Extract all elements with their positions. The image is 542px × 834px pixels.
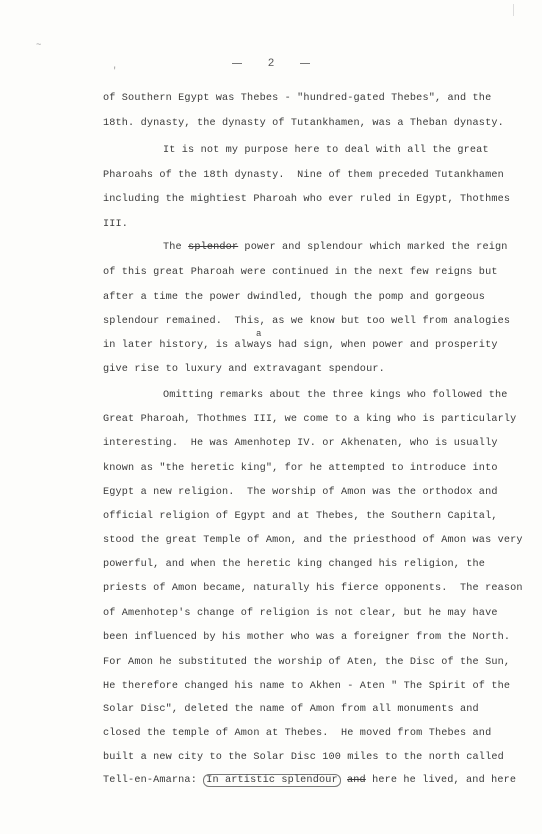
text-line: of this great Pharoah were continued in the next few reigns but (103, 267, 498, 278)
text-line: 18th. dynasty, the dynasty of Tutankhamen, was a Theban dynasty. (103, 118, 504, 129)
text-line: stood the great Temple of Amon, and the priesthood of Amon was very (103, 535, 523, 546)
header-dash-right (300, 63, 310, 64)
text-line: For Amon he substituted the worship of Aten, the Disc of the Sun, (103, 657, 511, 668)
text-line: built a new city to the Solar Disc 100 miles to the north called (103, 752, 504, 763)
text-line: Omitting remarks about the three kings who followed the (163, 390, 508, 401)
edge-mark (513, 4, 536, 16)
text-fragment: power and splendour which marked the reign (238, 242, 508, 253)
text-line: splendour remained. This, as we know but too well from analogies (103, 316, 511, 327)
text-line: closed the temple of Amon at Thebes. He moved from Thebes and (103, 728, 492, 739)
text-line: give rise to luxury and extravagant spendour. (103, 364, 385, 375)
text-line-with-annotation (103, 774, 516, 788)
handwritten-insertion: a (256, 329, 262, 339)
page-number: 2 (267, 58, 275, 70)
text-line: in later history, is always had sign, when power and prosperity (103, 340, 498, 351)
text-line: including the mightiest Pharoah who ever ruled in Egypt, Thothmes (103, 194, 511, 205)
header-dash-left (232, 63, 242, 64)
text-line: interesting. He was Amenhotep IV. or Akhenaten, who is usually (103, 438, 498, 449)
page-header (0, 58, 542, 70)
text-line: III. (103, 219, 129, 230)
text-line: of Southern Egypt was Thebes - "hundred-gated Thebes", and the (103, 93, 492, 104)
text-fragment: Tell-en-Amarna: (103, 775, 204, 786)
text-line: Pharoahs of the 18th dynasty. Nine of them preceded Tutankhamen (103, 170, 504, 181)
text-line: official religion of Egypt and at Thebes, the Southern Capital, (103, 511, 498, 522)
struck-word: and (347, 775, 366, 786)
circled-insertion: In artistic splendour (203, 774, 341, 787)
text-line-with-deletion (163, 241, 508, 255)
text-line: Great Pharoah, Thothmes III, we come to a king who is particularly (103, 414, 517, 425)
text-fragment: The (163, 242, 189, 253)
margin-tick: ' (112, 66, 118, 76)
margin-mark: ~ (36, 40, 42, 50)
text-line: Solar Disc", deleted the name of Amon from all monuments and (103, 704, 479, 715)
text-line: powerful, and when the heretic king changed his religion, the (103, 559, 486, 570)
text-line: known as "the heretic king", for he attempted to introduce into (103, 463, 498, 474)
text-fragment: here he lived, and here (365, 775, 517, 786)
text-line: after a time the power dwindled, though the pomp and gorgeous (103, 292, 486, 303)
text-line: of Amenhotep's change of religion is not clear, but he may have (103, 608, 498, 619)
text-line: Egypt a new religion. The worship of Amon was the orthodox and (103, 487, 498, 498)
text-line: priests of Amon became, naturally his fierce opponents. The reason (103, 583, 523, 594)
text-line: been influenced by his mother who was a foreigner from the North. (103, 632, 511, 643)
text-line: It is not my purpose here to deal with all the great (163, 145, 489, 156)
text-line: He therefore changed his name to Akhen - Aten " The Spirit of the (103, 681, 511, 692)
struck-word: splendor (188, 242, 239, 253)
